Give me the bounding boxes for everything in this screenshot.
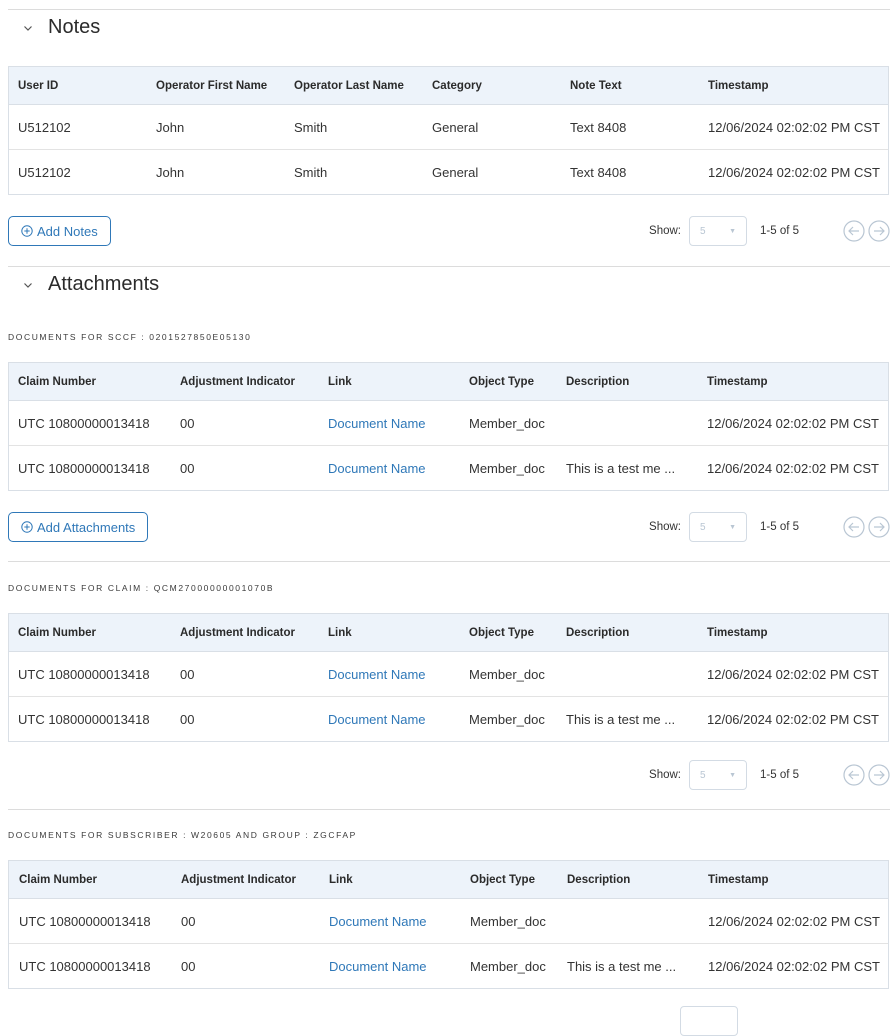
documents-table-header [9, 861, 888, 899]
table-row [9, 446, 888, 490]
column-header-operator-last-name[interactable]: Operator Last Name [294, 79, 404, 92]
page-size-value: 5 [700, 769, 706, 781]
cell-adjustment-indicator: 00 [180, 415, 195, 431]
add-attachments-label: Add Attachments [37, 519, 136, 535]
column-header-link[interactable]: Link [329, 873, 353, 886]
document-link[interactable]: Document Name [329, 913, 427, 929]
arrow-left-circle-icon[interactable] [843, 764, 865, 786]
notes-pagination [649, 216, 890, 246]
cell-object-type: Member_doc [469, 460, 545, 476]
cell-claim-number: UTC 10800000013418 [19, 913, 151, 929]
page-size-value: 5 [700, 521, 706, 533]
column-header-object-type[interactable]: Object Type [470, 873, 535, 886]
cell-note-text: Text 8408 [570, 119, 627, 135]
cell-claim-number: UTC 10800000013418 [18, 460, 150, 476]
cell-claim-number: UTC 10800000013418 [18, 711, 150, 727]
column-header-object-type[interactable]: Object Type [469, 626, 534, 639]
cell-timestamp: 12/06/2024 02:02:02 PM CST [708, 958, 881, 974]
table-row [9, 899, 888, 944]
column-header-link[interactable]: Link [328, 375, 352, 388]
document-link[interactable]: Document Name [328, 415, 426, 431]
plus-circle-icon [21, 521, 33, 533]
cell-note-text: Text 8408 [570, 164, 627, 180]
cell-claim-number: UTC 10800000013418 [18, 415, 150, 431]
subscriber-page-size-select[interactable] [680, 1006, 738, 1036]
sccf-divider [8, 561, 890, 562]
column-header-adjustment-indicator[interactable]: Adjustment Indicator [181, 873, 297, 886]
cell-user-id: U512102 [18, 119, 71, 135]
cell-description: This is a test me ... [567, 958, 677, 974]
notes-divider [8, 266, 890, 267]
arrow-right-circle-icon[interactable] [868, 764, 890, 786]
table-row [9, 652, 888, 697]
add-notes-label: Add Notes [37, 223, 98, 239]
cell-timestamp: 12/06/2024 02:02:02 PM CST [707, 711, 880, 727]
cell-object-type: Member_doc [469, 666, 545, 682]
cell-adjustment-indicator: 00 [180, 711, 195, 727]
documents-heading-claim: DOCUMENTS FOR CLAIM : QCM27000000001070B [8, 583, 275, 593]
column-header-claim-number[interactable]: Claim Number [18, 626, 96, 639]
cell-timestamp: 12/06/2024 02:02:02 PM CST [708, 119, 881, 135]
cell-first-name: John [156, 164, 185, 180]
column-header-description[interactable]: Description [566, 626, 630, 639]
table-row [9, 697, 888, 741]
documents-heading-subscriber: DOCUMENTS FOR SUBSCRIBER : W20605 AND GROUP : ZGCFAP [8, 830, 357, 840]
notes-section-header[interactable] [22, 16, 100, 39]
arrow-left-circle-icon[interactable] [843, 516, 865, 538]
caret-down-icon: ▼ [729, 227, 736, 235]
cell-timestamp: 12/06/2024 02:02:02 PM CST [707, 415, 880, 431]
attachments-section-header[interactable] [22, 273, 159, 296]
document-link[interactable]: Document Name [329, 958, 427, 974]
sccf-documents-table [8, 362, 889, 491]
page-range: 1-5 of 5 [760, 521, 799, 533]
column-header-timestamp[interactable]: Timestamp [707, 626, 768, 639]
cell-timestamp: 12/06/2024 02:02:02 PM CST [707, 460, 880, 476]
cell-object-type: Member_doc [470, 913, 546, 929]
cell-last-name: Smith [294, 119, 328, 135]
column-header-timestamp[interactable]: Timestamp [708, 79, 769, 92]
cell-claim-number: UTC 10800000013418 [19, 958, 151, 974]
document-link[interactable]: Document Name [328, 460, 426, 476]
plus-circle-icon [21, 225, 33, 237]
column-header-user-id[interactable]: User ID [18, 79, 59, 92]
table-row [9, 150, 888, 194]
column-header-note-text[interactable]: Note Text [570, 79, 622, 92]
cell-category: General [432, 119, 479, 135]
column-header-link[interactable]: Link [328, 626, 352, 639]
notes-title: Notes [48, 16, 101, 38]
add-attachments-button[interactable] [8, 512, 148, 542]
column-header-claim-number[interactable]: Claim Number [18, 375, 96, 388]
table-row [9, 944, 888, 988]
chevron-down-icon[interactable] [22, 279, 34, 291]
page-size-select[interactable] [689, 216, 747, 246]
column-header-description[interactable]: Description [567, 873, 631, 886]
column-header-timestamp[interactable]: Timestamp [707, 375, 768, 388]
page-range: 1-5 of 5 [760, 225, 799, 237]
cell-object-type: Member_doc [470, 958, 546, 974]
document-link[interactable]: Document Name [328, 666, 426, 682]
claim-pagination [649, 760, 890, 790]
column-header-object-type[interactable]: Object Type [469, 375, 534, 388]
page-size-select[interactable] [689, 760, 747, 790]
show-label: Show: [649, 769, 681, 781]
page-range: 1-5 of 5 [760, 769, 799, 781]
table-row [9, 105, 888, 150]
documents-table-header [9, 614, 888, 652]
cell-adjustment-indicator: 00 [180, 460, 195, 476]
cell-description: This is a test me ... [566, 460, 676, 476]
show-label: Show: [649, 225, 681, 237]
caret-down-icon: ▼ [729, 523, 736, 531]
cell-timestamp: 12/06/2024 02:02:02 PM CST [708, 164, 881, 180]
cell-user-id: U512102 [18, 164, 71, 180]
cell-first-name: John [156, 119, 185, 135]
cell-object-type: Member_doc [469, 711, 545, 727]
subscriber-documents-table [8, 860, 889, 989]
cell-adjustment-indicator: 00 [181, 958, 196, 974]
documents-table-header [9, 363, 888, 401]
arrow-right-circle-icon[interactable] [868, 516, 890, 538]
table-row [9, 401, 888, 446]
page-size-select[interactable] [689, 512, 747, 542]
attachments-title: Attachments [48, 273, 160, 295]
claim-divider [8, 809, 890, 810]
document-link[interactable]: Document Name [328, 711, 426, 727]
cell-description: This is a test me ... [566, 711, 676, 727]
cell-object-type: Member_doc [469, 415, 545, 431]
cell-timestamp: 12/06/2024 02:02:02 PM CST [708, 913, 881, 929]
column-header-timestamp[interactable]: Timestamp [708, 873, 769, 886]
cell-timestamp: 12/06/2024 02:02:02 PM CST [707, 666, 880, 682]
cell-adjustment-indicator: 00 [181, 913, 196, 929]
notes-table [8, 66, 889, 195]
add-notes-button[interactable] [8, 216, 111, 246]
notes-table-header [9, 67, 888, 105]
caret-down-icon: ▼ [729, 771, 736, 779]
column-header-adjustment-indicator[interactable]: Adjustment Indicator [180, 626, 296, 639]
top-divider [8, 9, 890, 10]
documents-heading-sccf: DOCUMENTS FOR SCCF : 0201527850E05130 [8, 332, 252, 342]
column-header-category[interactable]: Category [432, 79, 482, 92]
cell-adjustment-indicator: 00 [180, 666, 195, 682]
cell-claim-number: UTC 10800000013418 [18, 666, 150, 682]
column-header-description[interactable]: Description [566, 375, 630, 388]
column-header-adjustment-indicator[interactable]: Adjustment Indicator [180, 375, 296, 388]
chevron-down-icon[interactable] [22, 22, 34, 34]
arrow-left-circle-icon[interactable] [843, 220, 865, 242]
cell-category: General [432, 164, 479, 180]
arrow-right-circle-icon[interactable] [868, 220, 890, 242]
page-size-value: 5 [700, 225, 706, 237]
column-header-claim-number[interactable]: Claim Number [19, 873, 97, 886]
sccf-pagination [649, 512, 890, 542]
claim-documents-table [8, 613, 889, 742]
cell-last-name: Smith [294, 164, 328, 180]
column-header-operator-first-name[interactable]: Operator First Name [156, 79, 268, 92]
show-label: Show: [649, 521, 681, 533]
